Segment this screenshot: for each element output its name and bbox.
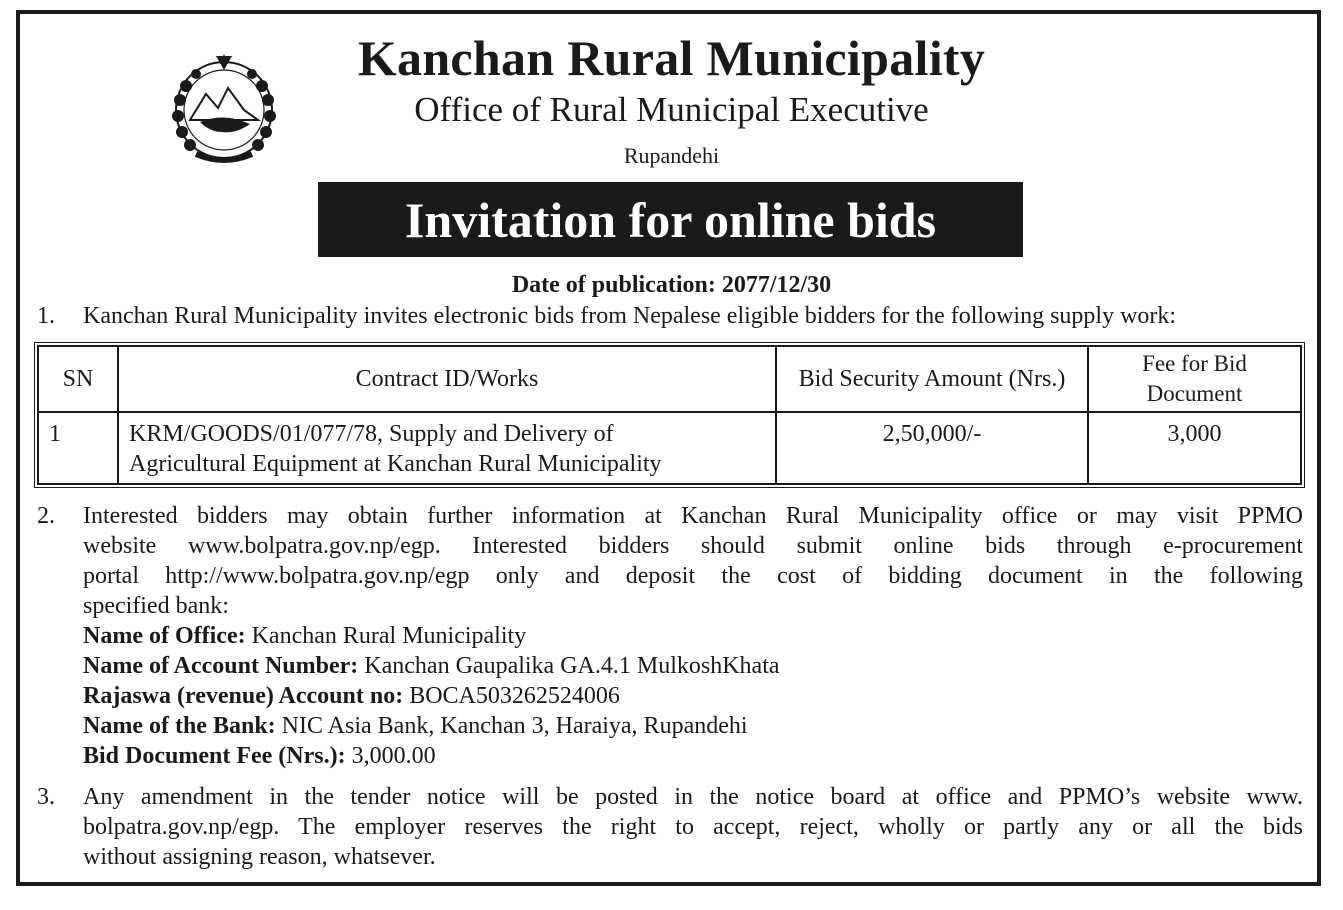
cell-contract	[118, 412, 776, 484]
header-contract: Contract ID/Works	[118, 346, 776, 412]
para3-line-1: Any amendment in the tender notice will be posted in the notice board at office and PPMO’s website www.	[83, 784, 1303, 810]
office-detail	[83, 621, 1303, 651]
publication-date: Date of publication: 2077/12/30	[511, 272, 832, 298]
para2-line-1: Interested bidders may obtain further information at Kanchan Rural Municipality office or may visit PPMO	[83, 503, 1303, 529]
account-number-value: BOCA503262524006	[403, 683, 620, 709]
account-name-label: Name of Account Number:	[83, 653, 359, 679]
bank-value: NIC Asia Bank, Kanchan 3, Haraiya, Rupandehi	[275, 713, 748, 739]
fee-detail	[83, 741, 1303, 771]
table-row	[38, 412, 1301, 484]
para3-text	[83, 782, 1303, 872]
table-header-row	[38, 346, 1301, 412]
cell-sn: 1	[38, 412, 118, 484]
account-number-detail	[83, 681, 1303, 711]
para3-line-2: bolpatra.gov.np/egp. The employer reserves the right to accept, reject, wholly or partly any or all the bids	[83, 814, 1303, 840]
cell-security: 2,50,000/-	[776, 412, 1088, 484]
bank-label: Name of the Bank:	[83, 713, 276, 739]
fee-value: 3,000.00	[345, 743, 436, 769]
para1-text: Kanchan Rural Municipality invites electronic bids from Nepalese eligible bidders for the following supply work:	[83, 303, 1177, 329]
account-name-detail	[83, 651, 1303, 681]
para3-line-3: without assigning reason, whatsever.	[83, 844, 436, 870]
header-sn: SN	[38, 346, 118, 412]
account-name-value: Kanchan Gaupalika GA.4.1 MulkoshKhata	[358, 653, 780, 679]
office-label: Name of Office:	[83, 623, 246, 649]
municipality-title: Kanchan Rural Municipality	[357, 30, 986, 86]
district-name: Rupandehi	[623, 143, 720, 168]
header-security: Bid Security Amount (Nrs.)	[776, 346, 1088, 412]
account-number-label: Rajaswa (revenue) Account no:	[83, 683, 404, 709]
bid-table	[37, 345, 1302, 485]
para1-number: 1.	[37, 303, 55, 329]
para2-text	[83, 501, 1303, 771]
contract-line-2: Agricultural Equipment at Kanchan Rural Municipality	[129, 451, 662, 477]
cell-fee: 3,000	[1088, 412, 1301, 484]
para2-line-2: website www.bolpatra.gov.np/egp. Interested bidders should submit online bids through e-procurement	[83, 533, 1303, 559]
office-value: Kanchan Rural Municipality	[245, 623, 527, 649]
notice-banner: Invitation for online bids	[318, 182, 1023, 257]
para3-number: 3.	[37, 784, 55, 810]
para2-line-3: portal http://www.bolpatra.gov.np/egp only and deposit the cost of bidding document in the following	[83, 563, 1303, 589]
contract-line-1: KRM/GOODS/01/077/78, Supply and Delivery of	[129, 421, 614, 447]
header-fee: Fee for Bid Document	[1088, 346, 1301, 412]
fee-label: Bid Document Fee (Nrs.):	[83, 743, 346, 769]
office-subtitle: Office of Rural Municipal Executive	[414, 90, 929, 129]
bank-detail	[83, 711, 1303, 741]
para2-line-4: specified bank:	[83, 593, 229, 619]
para2-number: 2.	[37, 503, 55, 529]
